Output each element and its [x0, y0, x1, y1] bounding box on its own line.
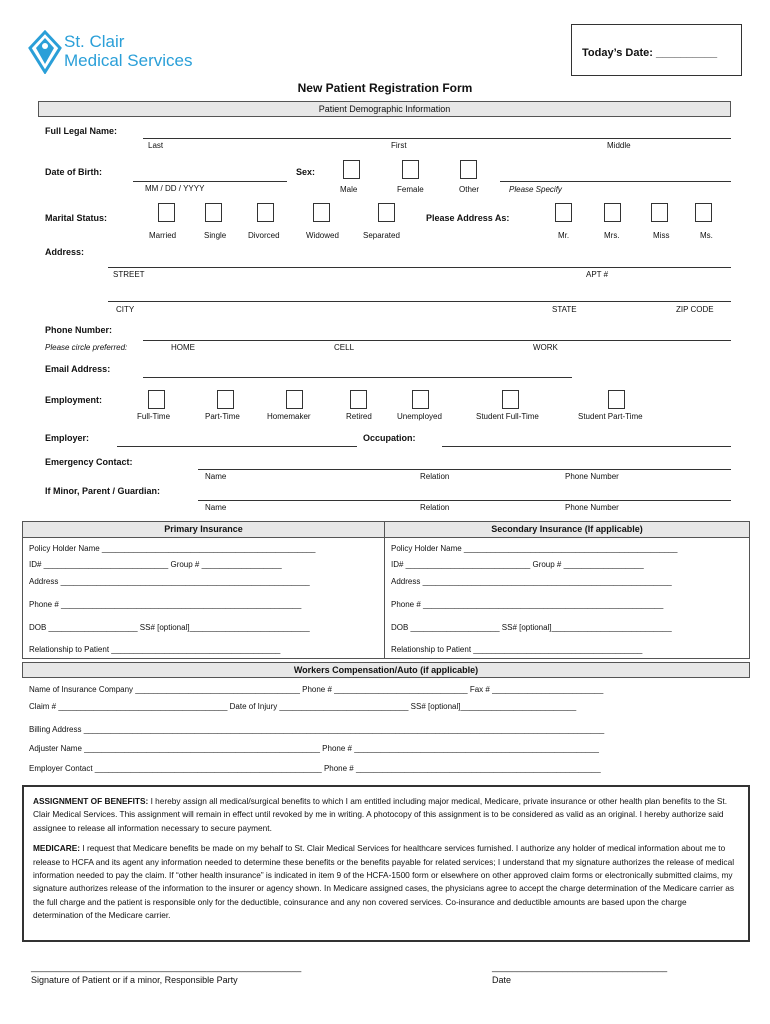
student-ft-checkbox[interactable]	[502, 390, 519, 409]
emergency-label: Emergency Contact:	[45, 457, 133, 467]
emergency-field[interactable]	[198, 469, 731, 470]
phone-label: Phone Number:	[45, 325, 113, 335]
other-checkbox[interactable]	[460, 160, 477, 179]
secondary-line[interactable]: DOB ____________________ SS# [optional]___________________________	[391, 623, 672, 632]
secondary-line[interactable]: Address ________________________________________________________	[391, 577, 672, 586]
insurance-divider	[384, 521, 385, 659]
apt-caption: APT #	[586, 270, 609, 279]
full-time-caption: Full-Time	[137, 412, 171, 421]
separated-caption: Separated	[363, 231, 400, 240]
logo-icon	[28, 30, 62, 74]
phone-field[interactable]	[143, 340, 731, 341]
primary-header	[23, 522, 384, 538]
married-caption: Married	[149, 231, 177, 240]
guardian-relation-caption: Relation	[420, 503, 450, 512]
part-time-checkbox[interactable]	[217, 390, 234, 409]
married-checkbox[interactable]	[158, 203, 175, 222]
ms-checkbox[interactable]	[695, 203, 712, 222]
full-time-checkbox[interactable]	[148, 390, 165, 409]
ms-caption: Ms.	[700, 231, 713, 240]
mrs-checkbox[interactable]	[604, 203, 621, 222]
student-ft-caption: Student Full-Time	[476, 412, 539, 421]
male-checkbox[interactable]	[343, 160, 360, 179]
mr-checkbox[interactable]	[555, 203, 572, 222]
workers-line[interactable]: Adjuster Name _____________________________________________________ Phone # _______________________________________________________	[29, 744, 599, 753]
miss-checkbox[interactable]	[651, 203, 668, 222]
primary-line[interactable]: Phone # ______________________________________________________	[29, 600, 302, 609]
primary-line[interactable]: Relationship to Patient ______________________________________	[29, 645, 281, 654]
unemployed-checkbox[interactable]	[412, 390, 429, 409]
divorced-caption: Divorced	[248, 231, 280, 240]
specify-caption: Please Specify	[509, 185, 562, 194]
unemployed-caption: Unemployed	[397, 412, 442, 421]
other-caption: Other	[459, 185, 480, 194]
emergency-name-caption: Name	[205, 472, 227, 481]
male-caption: Male	[340, 185, 358, 194]
emergency-phone-caption: Phone Number	[565, 472, 619, 481]
miss-caption: Miss	[653, 231, 670, 240]
insurance-section	[22, 521, 750, 659]
workers-header	[22, 662, 750, 678]
female-caption: Female	[397, 185, 424, 194]
workers-line[interactable]: Employer Contact ___________________________________________________ Phone # _______________________________________________________	[29, 764, 601, 773]
dob-format: MM / DD / YYYY	[145, 184, 205, 193]
first-caption: First	[391, 141, 407, 150]
single-caption: Single	[204, 231, 227, 240]
medicare-heading: MEDICARE:	[33, 843, 81, 854]
work-option[interactable]: WORK	[533, 343, 558, 352]
divorced-checkbox[interactable]	[257, 203, 274, 222]
street-field[interactable]	[108, 267, 731, 268]
employer-label: Employer:	[45, 433, 90, 443]
retired-caption: Retired	[346, 412, 372, 421]
single-checkbox[interactable]	[205, 203, 222, 222]
secondary-line[interactable]: Policy Holder Name ________________________________________________	[391, 544, 678, 553]
cell-option[interactable]: CELL	[334, 343, 355, 352]
zip-caption: ZIP CODE	[676, 305, 714, 314]
middle-caption: Middle	[607, 141, 631, 150]
occupation-field[interactable]	[442, 446, 731, 447]
part-time-caption: Part-Time	[205, 412, 240, 421]
demographic-header-text: Patient Demographic Information	[318, 104, 451, 114]
city-caption: CITY	[116, 305, 135, 314]
street-caption: STREET	[113, 270, 145, 279]
primary-line[interactable]: ID# ____________________________ Group # __________________	[29, 560, 282, 569]
primary-line[interactable]: Policy Holder Name ________________________________________________	[29, 544, 316, 553]
circle-caption: Please circle preferred:	[45, 343, 128, 352]
guardian-label: If Minor, Parent / Guardian:	[45, 486, 161, 496]
student-pt-checkbox[interactable]	[608, 390, 625, 409]
secondary-line[interactable]: Phone # ______________________________________________________	[391, 600, 664, 609]
todays-date-box[interactable]	[571, 24, 742, 76]
address-as-label: Please Address As:	[426, 213, 510, 223]
primary-line[interactable]: DOB ____________________ SS# [optional]___________________________	[29, 623, 310, 632]
homemaker-caption: Homemaker	[267, 412, 311, 421]
separated-checkbox[interactable]	[378, 203, 395, 222]
legal-box	[22, 785, 750, 942]
email-label: Email Address:	[45, 364, 111, 374]
full-name-label: Full Legal Name:	[45, 126, 118, 136]
secondary-header	[385, 522, 749, 538]
logo	[28, 30, 208, 76]
last-caption: Last	[148, 141, 164, 150]
female-checkbox[interactable]	[402, 160, 419, 179]
homemaker-checkbox[interactable]	[286, 390, 303, 409]
workers-line[interactable]: Name of Insurance Company _____________________________________ Phone # ______________________________ Fax # _________________________	[29, 685, 604, 694]
specify-field[interactable]	[500, 181, 731, 182]
guardian-phone-caption: Phone Number	[565, 503, 619, 512]
home-option[interactable]: HOME	[171, 343, 195, 352]
secondary-line[interactable]: Relationship to Patient ______________________________________	[391, 645, 643, 654]
sex-label: Sex:	[296, 167, 316, 177]
guardian-field[interactable]	[198, 500, 731, 501]
widowed-caption: Widowed	[306, 231, 339, 240]
workers-line[interactable]: Claim # ______________________________________ Date of Injury _____________________________ SS# [optional]__________________________	[29, 702, 577, 711]
guardian-name-caption: Name	[205, 503, 227, 512]
email-field[interactable]	[143, 377, 572, 378]
mrs-caption: Mrs.	[604, 231, 620, 240]
signature-label: Signature of Patient or if a minor, Responsible Party	[31, 975, 238, 985]
medicare-text: I request that Medicare benefits be made on my behalf to St. Clair Medical Services for healthcare services furnished. I authorize any holder of medical information about me to release to HCFA and its agent any information needed to determine these benefits or the benefits payable for related services; I understand that my signature authorizes the release of medical information needed to pay the claim. If “other health insurance” is indicated in item 9 of the HCFA-1500 form or elsewhere on other approved claim forms or electronically submitted claims, my signature authorizes release of the information to the insurer or agency shown. In Medicare assigned cases, the physicians agree to accept the charge determination of the Medicare carrier as the full charge and the patient is responsible only for the deductible, coinsurance and any non covered services. Co-insurance and deductible amounts are based upon the charge determination of the Medicare carrier.	[33, 843, 735, 921]
address-label: Address:	[45, 247, 85, 257]
employment-label: Employment:	[45, 395, 103, 405]
primary-title: Primary Insurance	[164, 524, 243, 534]
date-label: Date	[492, 975, 512, 985]
todays-date-label: Today’s Date: __________	[582, 47, 718, 59]
marital-label: Marital Status:	[45, 213, 108, 223]
emergency-relation-caption: Relation	[420, 472, 450, 481]
secondary-line[interactable]: ID# ____________________________ Group # __________________	[391, 560, 644, 569]
occupation-label: Occupation:	[363, 433, 416, 443]
mr-caption: Mr.	[558, 231, 570, 240]
logo-line-1: St. Clair	[64, 32, 125, 51]
dob-field[interactable]	[133, 181, 287, 182]
date-line[interactable]: ___________________________________	[492, 962, 668, 972]
secondary-title: Secondary Insurance (If applicable)	[491, 524, 643, 534]
workers-title: Workers Compensation/Auto (if applicable)	[293, 665, 479, 675]
assignment-text: I hereby assign all medical/surgical benefits to which I am entitled including major medical, Medicare, private insurance or other health plan benefits to the St. Clair Medical Services. This assignment will remain in effect until revoked by me in writing. A photocopy of this assignment is to be considered as valid as an original. I hereby authorize said assignee to release all information necessary to secure payment.	[33, 796, 728, 833]
logo-line-2: Medical Services	[64, 51, 193, 70]
full-name-field[interactable]	[143, 138, 731, 139]
city-field[interactable]	[108, 301, 731, 302]
assignment-paragraph	[33, 795, 739, 835]
state-caption: STATE	[552, 305, 577, 314]
dob-label: Date of Birth:	[45, 167, 102, 177]
primary-line[interactable]: Address ________________________________________________________	[29, 577, 310, 586]
assignment-heading: ASSIGNMENT OF BENEFITS:	[33, 796, 149, 806]
widowed-checkbox[interactable]	[313, 203, 330, 222]
workers-line[interactable]: Billing Address _____________________________________________________________________________________________________________________	[29, 725, 605, 734]
medicare-paragraph	[33, 842, 739, 922]
employer-field[interactable]	[117, 446, 357, 447]
retired-checkbox[interactable]	[350, 390, 367, 409]
signature-line[interactable]: ______________________________________________________	[31, 962, 302, 972]
form-title: New Patient Registration Form	[297, 81, 473, 95]
demographic-header	[38, 101, 731, 117]
student-pt-caption: Student Part-Time	[578, 412, 643, 421]
